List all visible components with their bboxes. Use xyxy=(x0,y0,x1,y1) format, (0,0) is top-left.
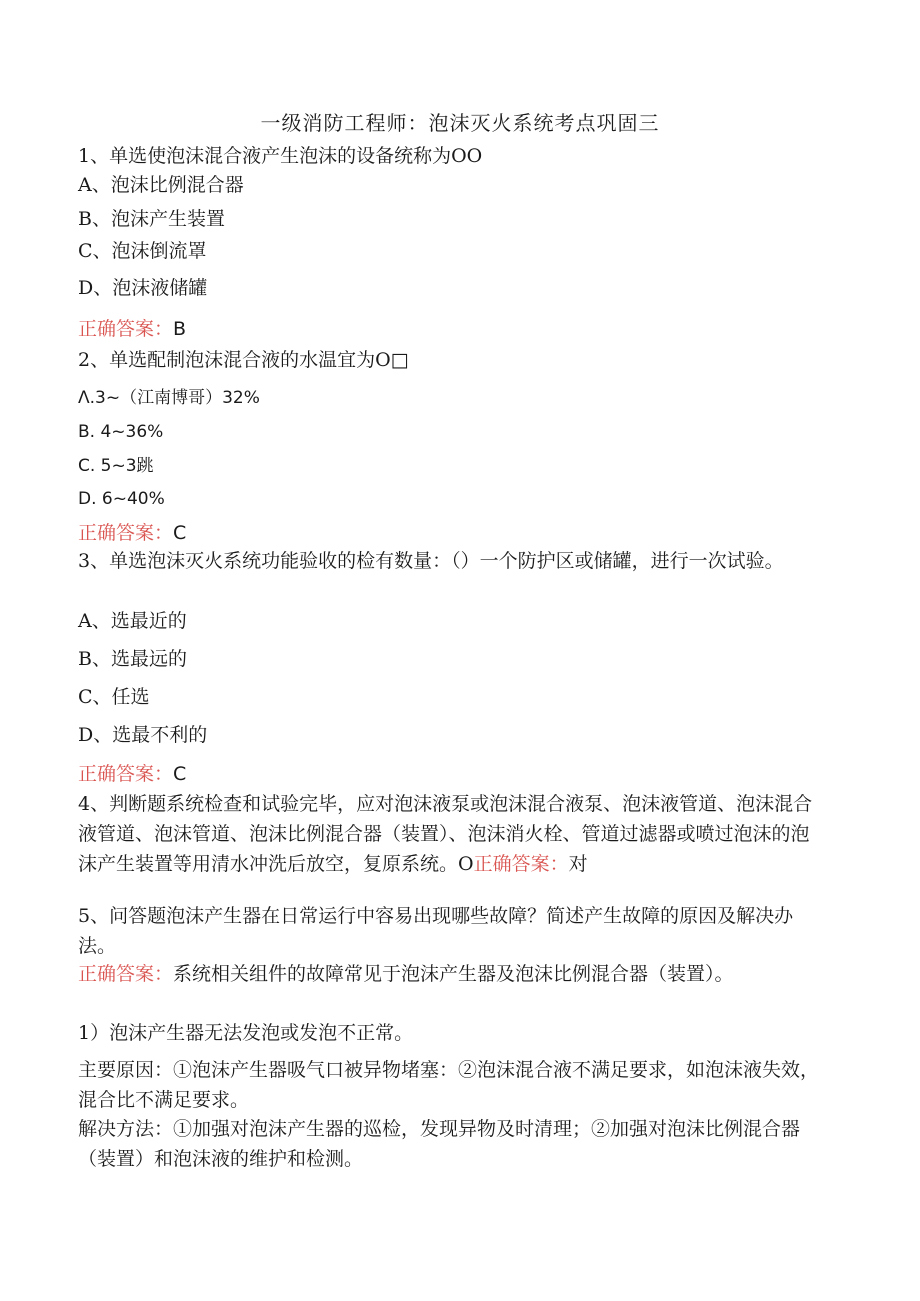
answer-value: C xyxy=(173,763,187,785)
q3-option-b: B、选最远的 xyxy=(78,648,187,670)
q4-stem: 4、判断题系统检查和试验完毕，应对泡沫液泵或泡沫混合液泵、泡沫液管道、泡沫混合液管道、泡沫管道、泡沫比例混合器（装置）、泡沫消火栓、管道过滤器或喷过泡沫的泡沫产生装置等用清水冲洗后放空，复原系统。O xyxy=(78,793,813,875)
q3-option-d: D、选最不利的 xyxy=(78,724,208,746)
q2-option-a: Λ.3~（江南博哥）32% xyxy=(78,388,260,408)
question-3: 3、单选泡沫灭火系统功能验收的检有数量：（）一个防护区或储罐，进行一次试验。 xyxy=(78,550,784,572)
q5-answer xyxy=(78,959,826,989)
q2-option-b: B. 4~36% xyxy=(78,422,164,442)
question-5: 5、问答题泡沫产生器在日常运行中容易出现哪些故障？简述产生故障的原因及解决办法。 xyxy=(78,905,794,957)
q5-point-1: 1）泡沫产生器无法发泡或发泡不正常。 xyxy=(78,1022,414,1044)
q2-answer xyxy=(78,518,186,548)
question-1: 1、单选使泡沫混合液产生泡沫的设备统称为OO xyxy=(78,145,483,167)
q3-option-a: A、选最近的 xyxy=(78,610,187,632)
answer-value: B xyxy=(173,318,187,340)
q1-answer xyxy=(78,314,186,344)
answer-value: C xyxy=(173,522,187,544)
question-4 xyxy=(78,789,826,879)
q1-option-b: B、泡沫产生装置 xyxy=(78,208,225,230)
question-2: 2、单选配制泡沫混合液的水温宜为O□ xyxy=(78,349,409,371)
q1-option-a: A、泡沫比例混合器 xyxy=(78,174,244,196)
answer-label: 正确答案： xyxy=(78,963,174,985)
q1-option-d: D、泡沫液储罐 xyxy=(78,277,208,299)
answer-label: 正确答案： xyxy=(78,522,174,544)
q3-option-c: C、任选 xyxy=(78,686,150,708)
page-title: 一级消防工程师：泡沫灭火系统考点巩固三 xyxy=(260,111,660,135)
q1-option-c: C、泡沫倒流罩 xyxy=(78,240,207,262)
q5-causes: 主要原因：①泡沫产生器吸气口被异物堵塞：②泡沫混合液不满足要求，如泡沫液失效，混合比不满足要求。 xyxy=(78,1059,820,1111)
answer-label: 正确答案： xyxy=(473,853,569,875)
answer-value: 对 xyxy=(568,853,588,875)
q5-solutions: 解决方法：①加强对泡沫产生器的巡检，发现异物及时清理；②加强对泡沫比例混合器（装置）和泡沫液的维护和检测。 xyxy=(78,1118,801,1170)
q3-answer xyxy=(78,759,186,789)
answer-text: 系统相关组件的故障常见于泡沫产生器及泡沫比例混合器（装置）。 xyxy=(173,963,734,985)
answer-label: 正确答案： xyxy=(78,763,174,785)
q2-option-d: D. 6~40% xyxy=(78,489,165,509)
answer-label: 正确答案： xyxy=(78,318,174,340)
q2-option-c: C. 5~3跳 xyxy=(78,456,154,476)
